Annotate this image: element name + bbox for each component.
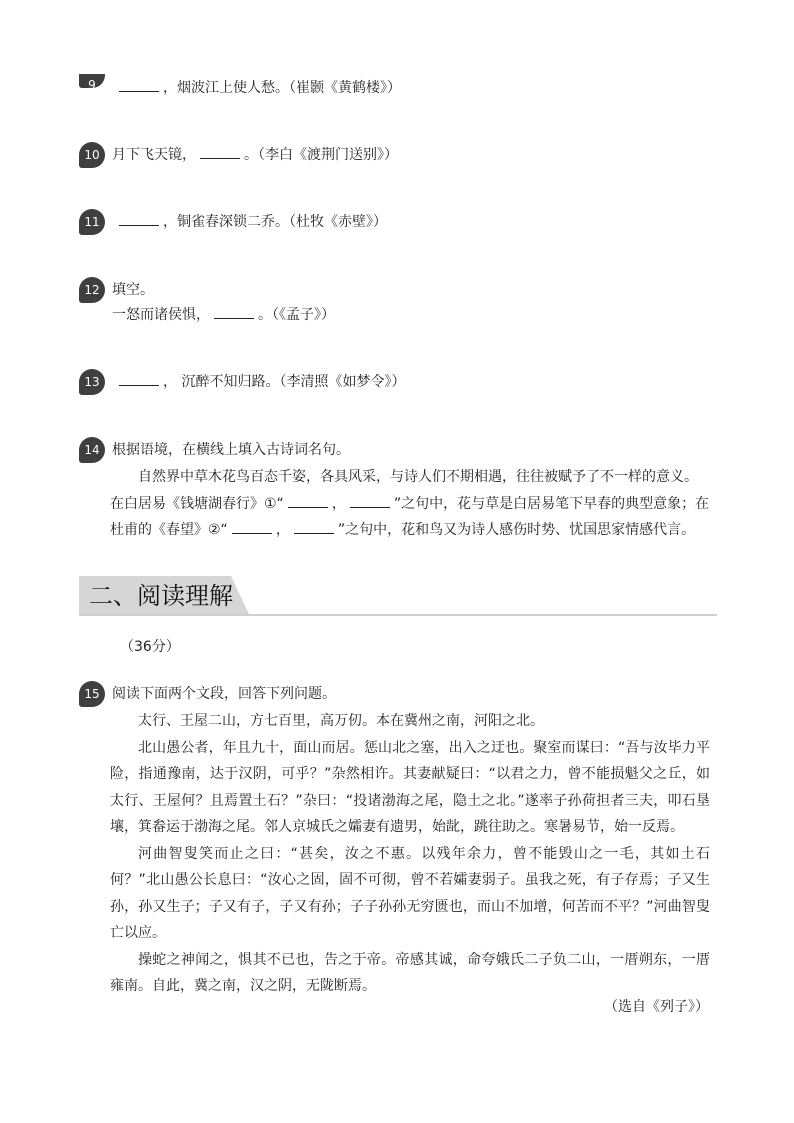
answer-blank[interactable] — [232, 519, 272, 534]
answer-blank[interactable] — [294, 519, 334, 534]
answer-blank[interactable] — [288, 493, 328, 508]
question-text: ，铜雀春深锁二乔。（杜牧《赤壁》） — [163, 214, 387, 230]
question-number-badge: 11 — [79, 209, 105, 235]
question-text: 。（《孟子》） — [258, 307, 335, 323]
paragraph: 北山愚公者，年且九十，面山而居。惩山北之塞，出入之迂也。聚室而谋曰：“吾与汝毕力平险，指通豫南，达于汉阴，可乎？”杂然相许。其妻献疑曰：“以君之力，曾不能损魁父之丘，如太行、王屋何？且焉置土石？”杂曰：“投诸渤海之尾，隐土之北。”遂率子孙荷担者三夫，叩石垦壤，箕畚运于渤海之尾。邻人京城氏之孀妻有遗男，始龀，跳往助之。寒暑易节，始一反焉。 — [110, 739, 710, 835]
question-number-badge: 15 — [79, 681, 105, 707]
question-text: ， 沉醉不知归路。（李清照《如梦令》） — [163, 374, 406, 390]
question-text: 填空。 — [112, 282, 154, 298]
answer-blank[interactable] — [350, 493, 390, 508]
answer-blank[interactable] — [119, 371, 159, 386]
paragraph: 太行、王屋二山，方七百里，高万仞。本在冀州之南，河阳之北。 — [138, 713, 544, 729]
question-text: 。（李白《渡荆门送别》） — [244, 147, 398, 163]
paragraph: 自然界中草木花鸟百态千姿，各具风采，与诗人们不期相遇，往往被赋予了不一样的意义。 — [138, 469, 698, 485]
question-number-badge: 12 — [79, 277, 105, 303]
answer-blank[interactable] — [119, 77, 159, 92]
paragraph: 杜甫的《春望》②“ ， ”之句中，花和鸟又为诗人感伤时势、忧国思家情感代言。 — [110, 517, 710, 544]
question-number-badge: 13 — [79, 369, 105, 395]
section-score: （36分） — [120, 639, 180, 655]
section-divider — [79, 614, 717, 616]
paragraph: 操蛇之神闻之，惧其不已也，告之于帝。帝感其诚，命夸娥氏二子负二山，一厝朔东，一厝雍南。自此，冀之南，汉之阴，无陇断焉。 — [110, 951, 710, 994]
question-text: ，烟波江上使人愁。（崔颢《黄鹤楼》） — [163, 80, 401, 96]
question-number-badge: 10 — [79, 142, 105, 168]
answer-blank[interactable] — [200, 144, 240, 159]
passage-source: （选自《列子》） — [604, 999, 709, 1015]
question-number-badge: 9 — [79, 74, 105, 88]
question-text: 根据语境，在横线上填入古诗词名句。 — [112, 442, 350, 458]
question-14-body — [110, 464, 710, 544]
answer-blank[interactable] — [214, 304, 254, 319]
question-text: 阅读下面两个文段，回答下列问题。 — [112, 686, 336, 702]
question-text: 一怒而诸侯惧， — [112, 307, 210, 323]
paragraph: 河曲智叟笑而止之曰：“甚矣，汝之不惠。以残年余力，曾不能毁山之一毛，其如土石何？”北山愚公长息曰：“汝心之固，固不可彻，曾不若孀妻弱子。虽我之死，有子存焉；子又生孙，孙又生子；子又有子，子又有孙；子子孙孙无穷匮也，而山不加增，何苦而不平？”河曲智叟亡以应。 — [110, 845, 710, 941]
section-title: 二、阅读理解 — [89, 582, 233, 610]
question-15-passage — [110, 708, 710, 1000]
question-text: 月下飞天镜， — [112, 147, 196, 163]
section-header — [79, 576, 717, 616]
answer-blank[interactable] — [119, 211, 159, 226]
paragraph: 在白居易《钱塘湖春行》①“ ， ”之句中，花与草是白居易笔下早春的典型意象；在 — [110, 491, 710, 518]
question-number-badge: 14 — [79, 437, 105, 463]
